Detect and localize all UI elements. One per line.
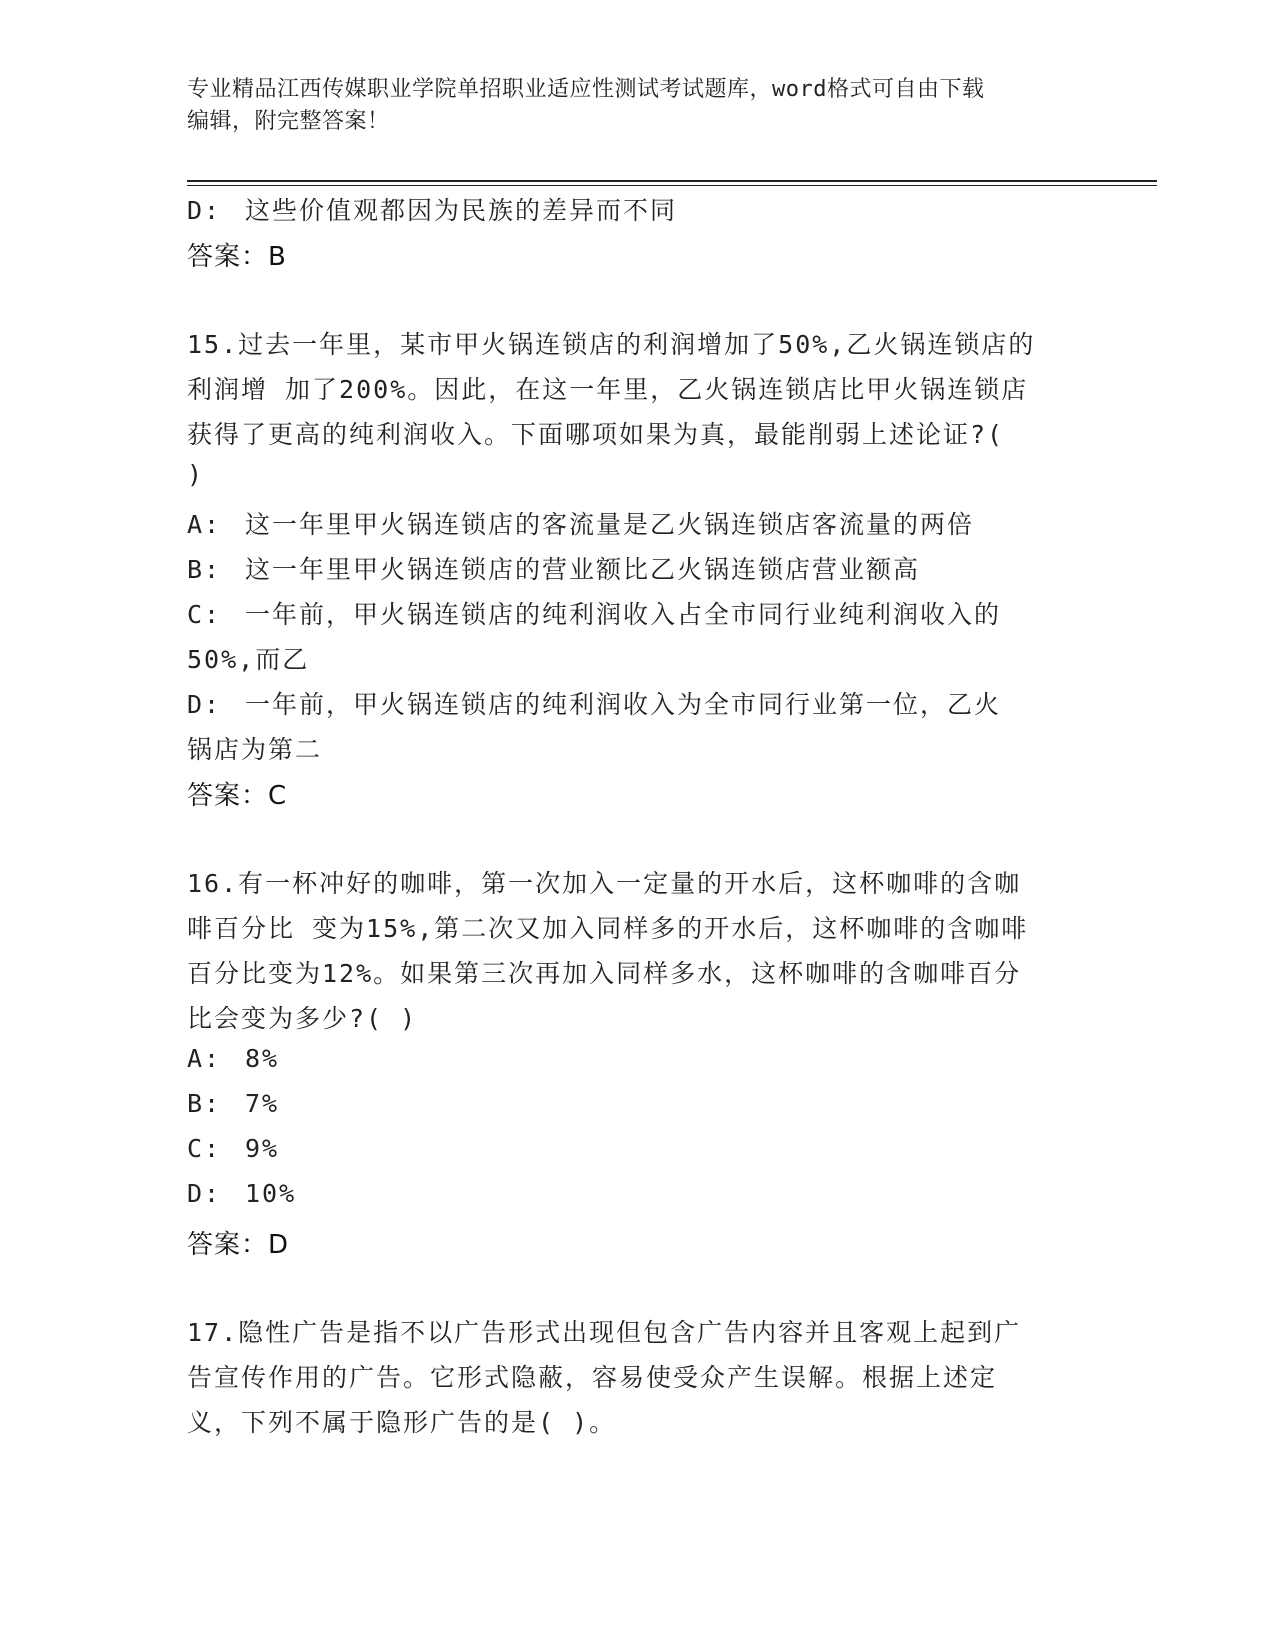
header-divider-thick (187, 180, 1157, 182)
option-label: C: (187, 600, 222, 629)
q15-option-a (187, 505, 1087, 541)
q16-answer: 答案：D (187, 1230, 290, 1260)
option-text: 这一年里甲火锅连锁店的客流量是乙火锅连锁店客流量的两倍 (245, 510, 975, 539)
q15-stem-line-3: 获得了更高的纯利润收入。下面哪项如果为真，最能削弱上述论证?( (187, 420, 1005, 449)
page-header (187, 74, 1077, 138)
option-label: C: (187, 1134, 222, 1163)
header-line-1: 专业精品江西传媒职业学院单招职业适应性测试考试题库，word格式可自由下载 (187, 77, 985, 102)
option-label: D: (187, 690, 222, 719)
prev-answer: 答案：B (187, 242, 287, 272)
q16-stem-line-4: 比会变为多少?( ) (187, 1004, 418, 1033)
option-text: 一年前，甲火锅连锁店的纯利润收入为全市同行业第一位，乙火 (245, 690, 1002, 719)
q15-stem-line-4: ) (187, 460, 205, 489)
q15-option-d-cont: 锅店为第二 (187, 735, 323, 764)
q16-option-a (187, 1044, 1087, 1073)
option-text: 一年前，甲火锅连锁店的纯利润收入占全市同行业纯利润收入的 (245, 600, 1002, 629)
q15-answer: 答案：C (187, 781, 288, 811)
option-label: D: (187, 1179, 222, 1208)
q15-option-b (187, 550, 1087, 586)
q15-option-c-cont: 50%,而乙 (187, 645, 310, 674)
q15-stem-line-2: 利润增 加了200%。因此，在这一年里，乙火锅连锁店比甲火锅连锁店 (187, 375, 1029, 404)
q16-stem-line-2: 啡百分比 变为15%,第二次又加入同样多的开水后，这杯咖啡的含咖啡 (187, 914, 1029, 943)
q16-option-b (187, 1089, 1087, 1118)
option-label: B: (187, 1089, 222, 1118)
option-text: 9% (245, 1134, 280, 1163)
q15-option-d (187, 685, 1087, 721)
prev-option-d (187, 191, 1087, 227)
q16-stem-line-1: 16.有一杯冲好的咖啡，第一次加入一定量的开水后，这杯咖啡的含咖 (187, 869, 1022, 898)
q15-stem-line-1: 15.过去一年里，某市甲火锅连锁店的利润增加了50%,乙火锅连锁店的 (187, 330, 1036, 359)
header-line-2: 编辑，附完整答案！ (187, 109, 390, 134)
q16-stem-line-3: 百分比变为12%。如果第三次再加入同样多水，这杯咖啡的含咖啡百分 (187, 959, 1022, 988)
q17-stem-line-3: 义，下列不属于隐形广告的是( )。 (187, 1408, 617, 1437)
option-label: A: (187, 510, 222, 539)
option-label: D: (187, 196, 222, 225)
option-text: 8% (245, 1044, 280, 1073)
q16-option-d (187, 1179, 1087, 1208)
option-text: 10% (245, 1179, 297, 1208)
option-text: 这些价值观都因为民族的差异而不同 (245, 196, 678, 225)
option-text: 这一年里甲火锅连锁店的营业额比乙火锅连锁店营业额高 (245, 555, 921, 584)
q17-stem-line-1: 17.隐性广告是指不以广告形式出现但包含广告内容并且客观上起到广 (187, 1318, 1022, 1347)
option-text: 7% (245, 1089, 280, 1118)
q15-option-c (187, 595, 1087, 631)
option-label: B: (187, 555, 222, 584)
q16-option-c (187, 1134, 1087, 1163)
header-divider-thin (187, 185, 1157, 186)
option-label: A: (187, 1044, 222, 1073)
q17-stem-line-2: 告宣传作用的广告。它形式隐蔽，容易使受众产生误解。根据上述定 (187, 1363, 998, 1392)
